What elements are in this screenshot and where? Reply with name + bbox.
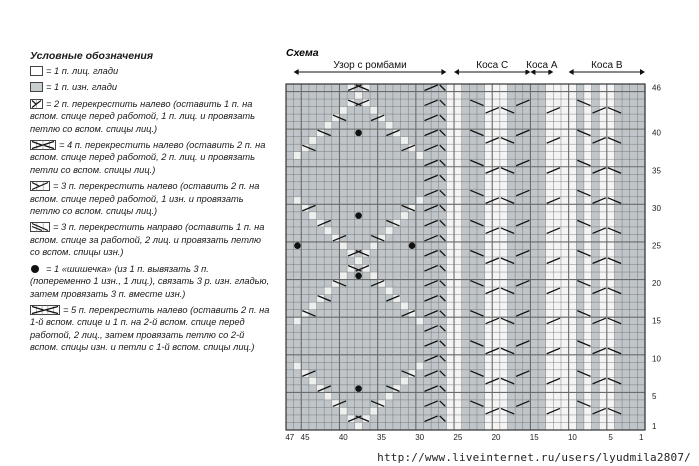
diamond-knit-cell bbox=[385, 392, 393, 400]
legend-item-text: = 1 «шишечка» (из 1 п. вывязать 3 п. (попеременно 1 изн., 1 лиц.), связать 3 р. изн. гладью, затем провязать 3 п. вместе изн.) bbox=[30, 263, 270, 299]
diamond-knit-cell bbox=[401, 212, 409, 220]
diamond-knit-cell bbox=[294, 152, 302, 160]
diamond-knit-cell bbox=[309, 377, 317, 385]
row-number-label: 1 bbox=[652, 422, 657, 431]
row-number-label: 5 bbox=[652, 391, 657, 401]
row-number-label: 40 bbox=[652, 128, 661, 138]
bobble-mark bbox=[355, 273, 362, 280]
diamond-knit-cell bbox=[370, 107, 378, 115]
bobble-mark bbox=[355, 212, 362, 219]
legend-title: Условные обозначения bbox=[30, 50, 154, 62]
diamond-knit-cell bbox=[385, 287, 393, 295]
diamond-knit-cell bbox=[370, 407, 378, 415]
column-number-label: 1 bbox=[638, 433, 644, 442]
diamond-knit-cell bbox=[339, 107, 347, 115]
diamond-knit-cell bbox=[416, 317, 424, 325]
column-number-label: 10 bbox=[567, 433, 577, 442]
row-number-label: 10 bbox=[652, 354, 661, 364]
legend-item-text: = 3 п. перекрестить налево (оставить 2 п. на вспом. спице перед работой, 1 изн. и провязать петлю со вспом. спицы лиц.) bbox=[30, 181, 260, 217]
diamond-knit-cell bbox=[309, 212, 317, 220]
watermark-url: http://www.liveinternet.ru/users/lyudmila2807/ bbox=[377, 451, 691, 464]
row-number-label: 35 bbox=[652, 166, 661, 176]
legend-item-text: = 3 п. перекрестить направо (оставить 1 п. на вспом. спице за работой, 2 лиц. и провязать петлю со вспом. спицы изн.) bbox=[30, 222, 265, 258]
arrow-left-icon bbox=[454, 69, 459, 75]
section-label: Коса А bbox=[526, 60, 558, 71]
diamond-knit-cell bbox=[339, 407, 347, 415]
diamond-knit-cell bbox=[401, 137, 409, 145]
diamond-knit-cell bbox=[401, 377, 409, 385]
legend-item-text: = 1 п. изн. глади bbox=[46, 82, 118, 93]
diamond-knit-cell bbox=[309, 302, 317, 310]
diamond-knit-cell bbox=[294, 317, 302, 325]
diamond-knit-cell bbox=[370, 242, 378, 250]
legend-item-text: = 5 п. перекрестить налево (оставить 2 п. на 1-й вспом. спице и 1 п. на 2-й вспом. спице перед работой, 2 лиц., затем провязать петлю со 2-й вспом. спицы изн. и петли с 1-й вспом. спицы лиц.) bbox=[30, 304, 270, 353]
diamond-knit-cell bbox=[324, 287, 332, 295]
row-number-label: 25 bbox=[652, 241, 661, 251]
legend-item-text: = 1 п. лиц. глади bbox=[46, 66, 119, 76]
diamond-knit-cell bbox=[309, 137, 317, 145]
diamond-knit-cell bbox=[401, 302, 409, 310]
diamond-knit-cell bbox=[385, 122, 393, 130]
column-number-label: 20 bbox=[491, 433, 501, 442]
diamond-knit-cell bbox=[339, 272, 347, 280]
column-number-label: 35 bbox=[377, 433, 386, 442]
chart-title: Схема bbox=[286, 47, 319, 59]
diamond-knit-cell bbox=[324, 227, 332, 235]
diamond-knit-cell bbox=[370, 272, 378, 280]
section-label: Коса В bbox=[591, 60, 623, 71]
row-number-label: 30 bbox=[652, 203, 661, 213]
bobble-mark bbox=[409, 242, 416, 249]
diamond-knit-cell bbox=[416, 197, 424, 205]
bobble-mark bbox=[294, 242, 301, 249]
column-number-label: 25 bbox=[453, 433, 463, 442]
arrow-right-icon bbox=[640, 69, 645, 75]
diamond-knit-cell bbox=[416, 152, 424, 160]
diamond-knit-cell bbox=[324, 122, 332, 130]
diamond-knit-cell bbox=[324, 392, 332, 400]
diamond-knit-cell bbox=[385, 227, 393, 235]
column-number-label: 5 bbox=[608, 433, 613, 442]
bobble-mark bbox=[355, 385, 362, 392]
section-label: Узор с ромбами bbox=[333, 60, 407, 71]
row-number-label: 46 bbox=[652, 83, 661, 93]
column-number-label: 30 bbox=[415, 433, 425, 442]
diamond-knit-cell bbox=[355, 422, 363, 430]
legend-item-text: = 2 п. перекрестить налево (оставить 1 п. на вспом. спице перед работой, 1 п. лиц. и провязать петлю со вспом. спицы лиц.) bbox=[30, 98, 256, 134]
diamond-knit-cell bbox=[294, 197, 302, 205]
diamond-knit-cell bbox=[416, 362, 424, 370]
row-number-label: 20 bbox=[652, 279, 661, 289]
bobble-mark bbox=[355, 130, 362, 137]
section-label: Коса С bbox=[476, 60, 509, 71]
column-number-label: 47 bbox=[285, 433, 295, 442]
row-number-label: 15 bbox=[652, 316, 661, 326]
diamond-knit-cell bbox=[355, 257, 363, 265]
arrow-left-icon bbox=[569, 69, 574, 75]
legend-item-text: = 4 п. перекрестить налево (оставить 2 п. на вспом. спице перед работой, 2 п. лиц. и провязать петли со вспом. спицы лиц.) bbox=[30, 140, 266, 175]
arrow-left-icon bbox=[294, 69, 299, 75]
diamond-knit-cell bbox=[294, 362, 302, 370]
column-number-label: 40 bbox=[338, 433, 348, 442]
column-number-label: 15 bbox=[529, 433, 539, 442]
diamond-knit-cell bbox=[339, 242, 347, 250]
column-number-label: 45 bbox=[300, 433, 310, 442]
arrow-right-icon bbox=[441, 69, 446, 75]
diamond-knit-cell bbox=[355, 92, 363, 100]
